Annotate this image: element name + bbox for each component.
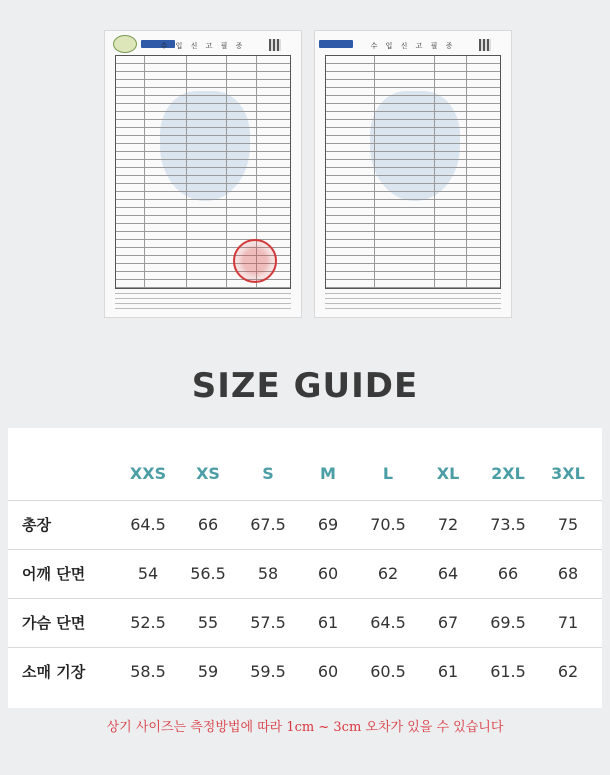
table-cell: 56.5 [190, 564, 226, 583]
table-cell: 73.5 [490, 515, 526, 534]
table-cell: 61 [437, 662, 459, 681]
table-cell: 66 [497, 564, 519, 583]
table-cell: 62 [377, 564, 399, 583]
row-label-total-length: 총장 [22, 516, 51, 534]
qr-code-icon [269, 39, 281, 51]
size-header-m: M [320, 464, 336, 483]
table-cell: 61 [317, 613, 339, 632]
table-cell: 59.5 [250, 662, 286, 681]
red-seal-icon [233, 239, 277, 283]
table-cell: 58 [257, 564, 279, 583]
size-header-s: S [262, 464, 274, 483]
table-cell: 75 [557, 515, 579, 534]
row-label-shoulder-width: 어깨 단면 [22, 565, 86, 583]
size-header-row [8, 450, 602, 498]
table-cell: 64.5 [370, 613, 406, 632]
table-cell: 54 [137, 564, 159, 583]
table-row [8, 549, 602, 597]
table-cell: 69.5 [490, 613, 526, 632]
table-cell: 69 [317, 515, 339, 534]
table-cell: 67.5 [250, 515, 286, 534]
table-cell: 64 [437, 564, 459, 583]
table-cell: 64.5 [130, 515, 166, 534]
measurement-note: 상기 사이즈는 측정방법에 따라 1cm ~ 3cm 오차가 있을 수 있습니다 [106, 720, 504, 735]
table-row [8, 647, 602, 695]
table-cell: 60.5 [370, 662, 406, 681]
size-table [8, 428, 602, 708]
table-cell: 68 [557, 564, 579, 583]
table-cell: 59 [197, 662, 219, 681]
table-cell: 60 [317, 662, 339, 681]
size-header-xs: XS [196, 464, 220, 483]
import-declaration-images [104, 30, 506, 318]
table-cell: 67 [437, 613, 459, 632]
size-header-2xl: 2XL [491, 464, 525, 483]
size-guide-title: SIZE GUIDE [191, 366, 419, 406]
table-cell: 52.5 [130, 613, 166, 632]
size-header-3xl: 3XL [551, 464, 585, 483]
import-declaration-page-1 [104, 30, 302, 318]
document-footer [115, 293, 291, 311]
table-cell: 61.5 [490, 662, 526, 681]
table-cell: 70.5 [370, 515, 406, 534]
document-footer [325, 293, 501, 311]
table-cell: 60 [317, 564, 339, 583]
table-row [8, 598, 602, 646]
size-header-l: L [382, 464, 394, 483]
document-table [325, 55, 501, 289]
table-cell: 62 [557, 662, 579, 681]
table-row [8, 500, 602, 548]
table-cell: 55 [197, 613, 219, 632]
qr-code-icon [479, 39, 491, 51]
size-header-xl: XL [436, 464, 460, 483]
table-cell: 66 [197, 515, 219, 534]
document-title: 수 입 신 고 필 증 [370, 42, 456, 50]
import-declaration-page-2 [314, 30, 512, 318]
row-label-sleeve-length: 소매 기장 [22, 663, 86, 681]
table-cell: 58.5 [130, 662, 166, 681]
size-header-xxs: XXS [129, 464, 167, 483]
table-cell: 71 [557, 613, 579, 632]
table-cell: 57.5 [250, 613, 286, 632]
document-title: 수 입 신 고 필 증 [160, 42, 246, 50]
row-label-chest-width: 가슴 단면 [22, 614, 86, 632]
table-cell: 72 [437, 515, 459, 534]
